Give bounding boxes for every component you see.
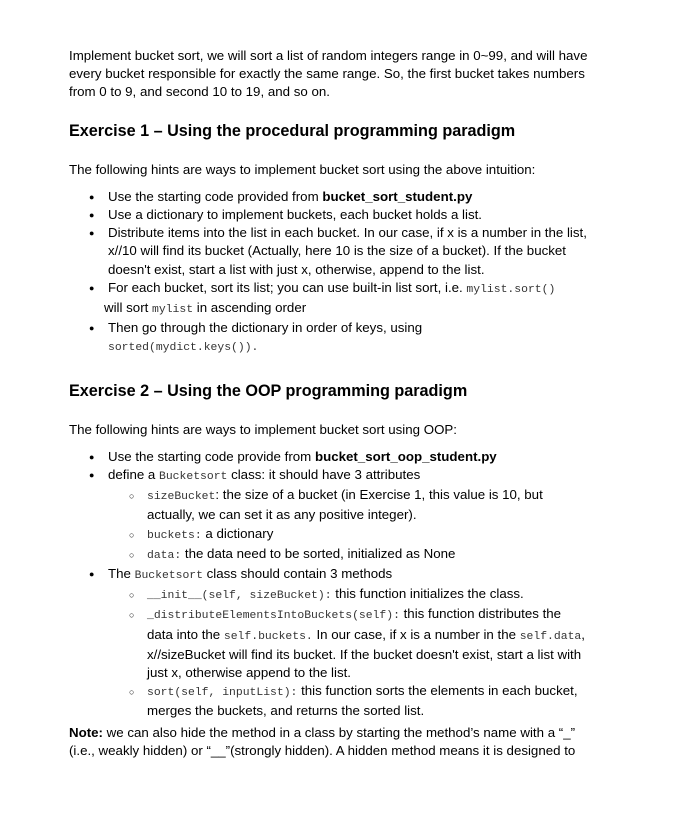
list-item [69, 279, 589, 319]
attribute-list [108, 486, 589, 565]
list-item [108, 486, 589, 524]
exercise-2-lead: The following hints are ways to implement bucket sort using OOP: [69, 421, 457, 437]
hint-text: this function initializes the class. [331, 586, 524, 602]
list-item [108, 605, 589, 682]
hint-text: The [108, 566, 135, 582]
list-item [69, 466, 589, 565]
filename: bucket_sort_student.py [322, 188, 473, 204]
document-page [69, 47, 589, 760]
list-item [69, 448, 589, 466]
hint-text: In our case, if x is a number in the [312, 626, 520, 642]
hint-text: , x//sizeBucket will find its bucket. If the bucket doesn't exist, start a list with just x, otherwise append to the list. [147, 626, 585, 681]
code-snippet: sorted(mydict.keys()). [108, 342, 259, 355]
hint-text: Use the starting code provided from [108, 188, 323, 204]
hint-text: class should contain 3 methods [202, 566, 393, 582]
code-snippet: buckets: [147, 529, 202, 542]
list-item [108, 682, 589, 720]
intro-paragraph: Implement bucket sort, we will sort a list of random integers range in 0~99, and will have every bucket responsible for exactly the same range. So, the first bucket takes numbers from 0 to 9, and second 10 to 19, and so on. [69, 48, 588, 100]
exercise-1-hint-list [69, 188, 589, 358]
list-item [108, 545, 589, 565]
hint-text: a dictionary [201, 525, 274, 541]
method-list [108, 585, 589, 720]
exercise-1-heading: Exercise 1 – Using the procedural programming paradigm [69, 121, 516, 140]
hint-text: Use a dictionary to implement buckets, each bucket holds a list. [108, 207, 482, 223]
hint-text: the data need to be sorted, initialized as None [181, 545, 456, 561]
exercise-1-lead: The following hints are ways to implement bucket sort using the above intuition: [69, 161, 536, 177]
exercise-2-hint-list [69, 448, 589, 721]
list-item [69, 319, 589, 357]
list-item [108, 585, 589, 605]
list-item [69, 188, 589, 206]
hint-text: will sort [104, 300, 153, 316]
code-snippet: self.data [519, 630, 582, 643]
code-snippet: Bucketsort [134, 570, 203, 583]
code-snippet: data: [147, 549, 182, 562]
hint-text: : the size of a bucket (in Exercise 1, this value is 10, but actually, we can set it as any positive integer). [147, 487, 543, 523]
list-item [108, 525, 589, 545]
hint-text: Use the starting code provide from [108, 448, 315, 464]
hint-text: this function distributes the data into the [147, 606, 562, 642]
code-snippet: mylist.sort() [466, 283, 556, 296]
hint-text: class: it should have 3 attributes [227, 467, 421, 483]
code-snippet: sort(self, inputList): [147, 687, 298, 700]
code-snippet: __init__(self, sizeBucket): [147, 590, 332, 603]
filename: bucket_sort_oop_student.py [314, 448, 497, 464]
hint-text: in ascending order [193, 300, 307, 316]
hint-text: this function sorts the elements in each bucket, merges the buckets, and returns the sorted list. [147, 683, 578, 719]
code-snippet: _distributeElementsIntoBuckets(self): [147, 610, 400, 623]
note-text: we can also hide the method in a class by starting the method’s name with a “_” (i.e., weakly hidden) or “__”(strongly hidden). A hidden method means it is designed to [69, 724, 576, 758]
code-snippet: sizeBucket [147, 491, 216, 504]
code-snippet: self.buckets. [223, 630, 313, 643]
exercise-2-heading: Exercise 2 – Using the OOP programming paradigm [69, 381, 468, 400]
list-item [69, 206, 589, 224]
hint-text: For each bucket, sort its list; you can use built-in list sort, i.e. [108, 279, 467, 295]
code-snippet: mylist [152, 304, 194, 317]
code-snippet: Bucketsort [159, 471, 228, 484]
list-item [69, 565, 589, 721]
hint-text: define a [108, 467, 160, 483]
hint-text: Then go through the dictionary in order of keys, using [108, 320, 423, 336]
hint-text: Distribute items into the list in each bucket. In our case, if x is a number in the list, x//10 will find its bucket (Actually, here 10 is the size of a bucket). If the bucket doesn't exist, start a list with just x, otherwise, append to the list. [108, 225, 587, 277]
list-item [69, 224, 589, 279]
note-label: Note: [69, 724, 103, 740]
note-paragraph [69, 724, 589, 760]
